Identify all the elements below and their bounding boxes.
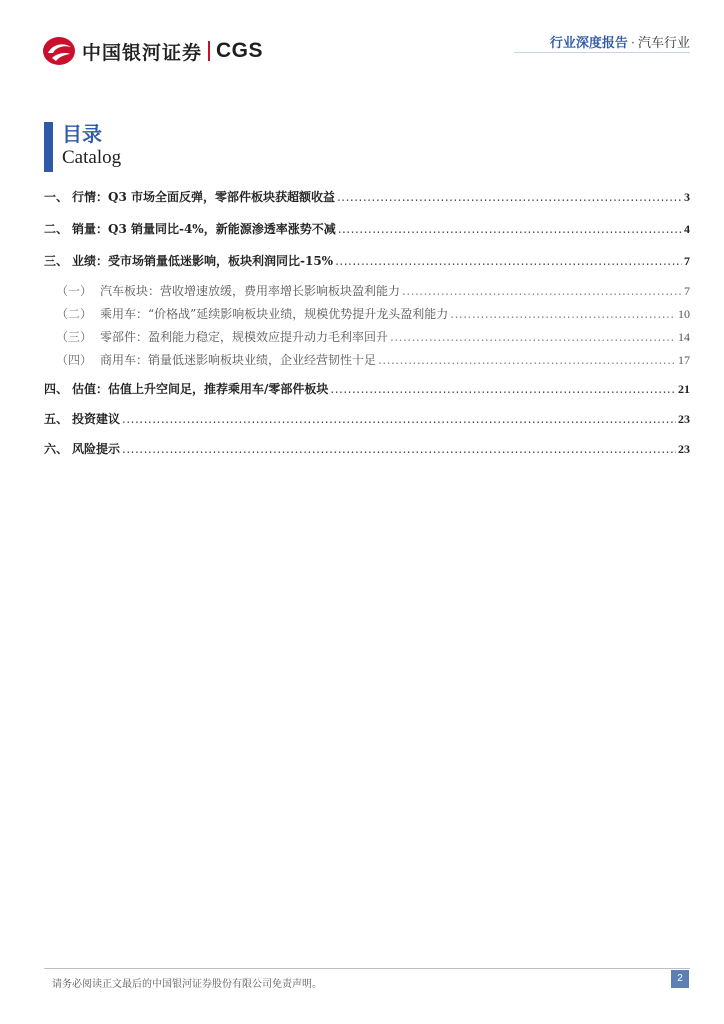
report-category <box>550 32 690 51</box>
toc-leader-dots <box>122 412 676 426</box>
toc-title: 汽车板块：营收增速放缓，费用率增长影响板块盈利能力 <box>100 284 401 298</box>
toc-number: （三） <box>56 330 93 344</box>
toc-page: 14 <box>678 330 690 344</box>
logo-text-en: CGS <box>216 39 264 62</box>
toc-leader-dots <box>378 353 676 367</box>
catalog-accent-bar <box>44 122 53 172</box>
toc-entry-4[interactable] <box>44 380 690 397</box>
toc-page: 23 <box>678 442 690 456</box>
toc-number: 四、 <box>44 382 69 396</box>
toc-leader-dots <box>402 284 682 298</box>
toc-entry-3[interactable] <box>44 252 690 269</box>
toc-page: 10 <box>678 307 690 321</box>
toc-page: 21 <box>678 382 690 396</box>
toc-title: 零部件：盈利能力稳定，规模效应提升动力毛利率回升 <box>100 330 389 344</box>
toc-title: 行情：Q3 市场全面反弹，零部件板块获超额收益 <box>72 190 335 204</box>
toc-leader-dots <box>390 330 676 344</box>
toc-title: 销量：Q3 销量同比-4%，新能源渗透率涨势不减 <box>72 222 336 236</box>
company-logo <box>42 36 263 66</box>
toc-number: 二、 <box>44 222 69 236</box>
toc-subentry-3-2[interactable] <box>44 305 690 322</box>
toc-subentry-3-4[interactable] <box>44 351 690 368</box>
industry-label: 汽车行业 <box>637 36 690 51</box>
catalog-title-cn: 目录 <box>62 122 102 146</box>
toc-number: （一） <box>56 284 93 298</box>
toc-leader-dots <box>338 222 682 236</box>
logo-text-cn: 中国银河证券 <box>82 41 203 64</box>
catalog-title-en: Catalog <box>62 147 122 168</box>
toc-title: 商用车：销量低迷影响板块业绩，企业经营韧性十足 <box>100 353 377 367</box>
toc-leader-dots <box>450 307 676 321</box>
logo-divider <box>208 41 210 61</box>
toc-subentry-3-3[interactable] <box>44 328 690 345</box>
toc-entry-1[interactable] <box>44 188 690 205</box>
toc-page: 4 <box>684 222 690 236</box>
toc-title: 乘用车：“价格战”延续影响板块业绩，规模优势提升龙头盈利能力 <box>100 307 449 321</box>
toc-page: 23 <box>678 412 690 426</box>
page-number-badge: 2 <box>671 970 689 988</box>
toc-number: （四） <box>56 353 93 367</box>
toc-entry-2[interactable] <box>44 220 690 237</box>
toc-leader-dots <box>330 382 676 396</box>
toc-number: 六、 <box>44 442 69 456</box>
page-header <box>0 0 724 80</box>
footer-disclaimer: 请务必阅读正文最后的中国银河证券股份有限公司免责声明。 <box>52 979 322 990</box>
toc-page: 17 <box>678 353 690 367</box>
toc-title: 风险提示 <box>72 442 121 456</box>
toc-title: 投资建议 <box>72 412 121 426</box>
footer-divider <box>44 968 690 969</box>
toc-entry-6[interactable] <box>44 440 690 457</box>
header-divider <box>514 52 690 53</box>
cgs-logo-icon <box>42 36 76 66</box>
toc-entry-5[interactable] <box>44 410 690 427</box>
toc-leader-dots <box>335 254 682 268</box>
toc-subentry-3-1[interactable] <box>44 282 690 299</box>
toc-title: 业绩：受市场销量低迷影响，板块利润同比-15% <box>72 254 334 268</box>
toc-leader-dots <box>337 190 682 204</box>
toc-leader-dots <box>122 442 676 456</box>
toc-number: 一、 <box>44 190 69 204</box>
toc-page: 3 <box>684 190 690 204</box>
toc-title: 估值：估值上升空间足，推荐乘用车/零部件板块 <box>72 382 329 396</box>
toc-page: 7 <box>684 284 690 298</box>
toc-number: （二） <box>56 307 93 321</box>
toc-page: 7 <box>684 254 690 268</box>
toc-number: 三、 <box>44 254 69 268</box>
report-type: 行业深度报告 <box>549 36 628 51</box>
header-separator: · <box>630 36 635 51</box>
toc-number: 五、 <box>44 412 69 426</box>
